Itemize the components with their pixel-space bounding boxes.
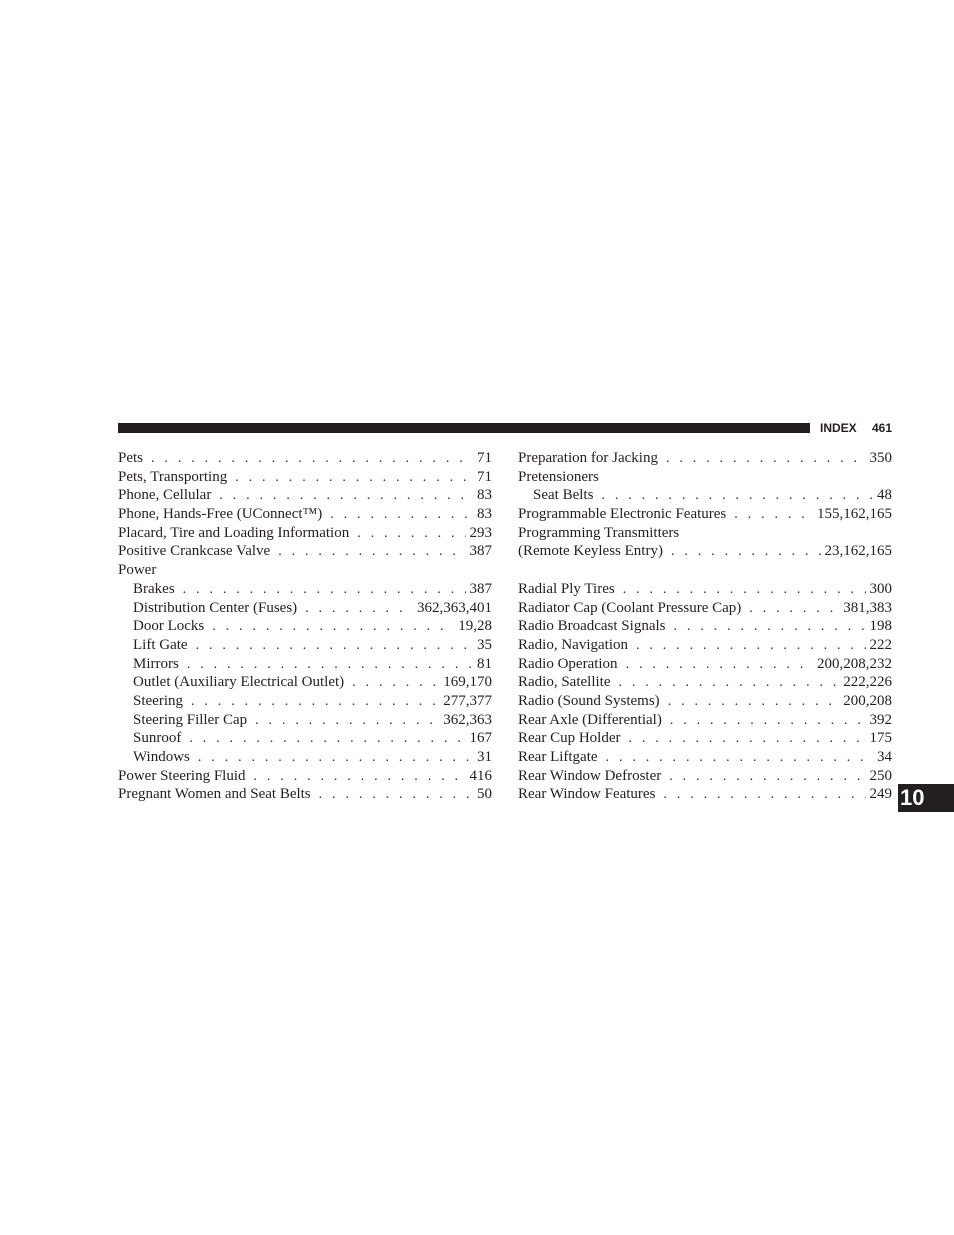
index-term: Distribution Center (Fuses) [133, 599, 298, 616]
index-entry [118, 505, 492, 524]
page-reference: 19,28 [458, 618, 492, 635]
page-reference: 175 [869, 730, 892, 747]
dot-leader [305, 600, 413, 618]
page-reference: 23,162,165 [824, 543, 892, 560]
page-reference: 222,226 [843, 674, 892, 691]
dot-leader [669, 768, 865, 786]
index-column-left [118, 449, 492, 804]
page-reference: 222 [869, 636, 892, 653]
index-column-right [518, 449, 892, 804]
index-term: Radio, Satellite [518, 674, 611, 691]
page-reference: 83 [477, 506, 492, 523]
index-entry [518, 580, 892, 599]
index-term: Steering [133, 692, 183, 709]
index-term: Programmable Electronic Features [518, 506, 727, 523]
index-spacer [518, 561, 892, 580]
index-term: (Remote Keyless Entry) [518, 543, 663, 560]
dot-leader [352, 674, 439, 692]
index-entry [518, 673, 892, 692]
dot-leader [254, 768, 466, 786]
index-term: Pets, Transporting [118, 468, 228, 485]
index-term: Radio Broadcast Signals [518, 618, 666, 635]
page-reference: 198 [869, 618, 892, 635]
index-term: Rear Cup Holder [518, 730, 621, 747]
index-term: Sunroof [133, 730, 182, 747]
index-entry [518, 617, 892, 636]
index-entry [118, 468, 492, 487]
index-term: Door Locks [133, 618, 205, 635]
index-term: Outlet (Auxiliary Electrical Outlet) [133, 674, 345, 691]
dot-leader [734, 506, 813, 524]
index-term: Windows [133, 749, 190, 765]
page-reference: 200,208,232 [817, 655, 892, 672]
dot-leader [183, 581, 466, 599]
index-entry [518, 748, 892, 767]
index-subentry [118, 748, 492, 767]
page-reference: 31 [477, 749, 492, 765]
index-term: Pretensioners [518, 468, 599, 485]
index-term: Pets [118, 450, 144, 466]
page-reference: 362,363 [443, 711, 492, 728]
dot-leader [636, 637, 866, 655]
page-reference: 167 [469, 730, 492, 747]
dot-leader [601, 487, 873, 505]
index-subentry [118, 729, 492, 748]
dot-leader [255, 712, 439, 730]
page-reference: 200,208 [843, 692, 892, 709]
index-term: Radiator Cap (Coolant Pressure Cap) [518, 599, 742, 616]
dot-leader [357, 525, 465, 543]
index-entry [518, 767, 892, 786]
dot-leader [673, 618, 865, 636]
index-entry [118, 767, 492, 786]
page-reference: 249 [869, 786, 892, 803]
page-reference: 71 [477, 450, 492, 466]
index-entry [518, 449, 892, 468]
index-term: Radio Operation [518, 655, 618, 672]
page-reference: 71 [477, 468, 492, 485]
section-title: INDEX [820, 421, 857, 435]
index-entry [518, 785, 892, 804]
dot-leader [151, 450, 473, 468]
page-reference: 362,363,401 [417, 599, 492, 616]
header-rule [118, 423, 810, 433]
page-reference: 48 [877, 487, 892, 504]
dot-leader [663, 786, 865, 804]
page-reference: 381,383 [843, 599, 892, 616]
index-entry [118, 449, 492, 468]
dot-leader [626, 656, 813, 674]
chapter-tab: 10 [898, 784, 954, 812]
index-entry [518, 692, 892, 711]
page-reference: 277,377 [443, 692, 492, 709]
dot-leader [606, 749, 873, 767]
index-term: Preparation for Jacking [518, 450, 658, 466]
index-subentry [118, 655, 492, 674]
dot-leader [278, 543, 465, 561]
page-reference: 34 [877, 749, 892, 765]
page-reference: 250 [869, 767, 892, 784]
index-term: Rear Liftgate [518, 749, 598, 765]
index-term: Lift Gate [133, 636, 188, 653]
page-reference: 83 [477, 487, 492, 504]
index-subentry [118, 580, 492, 599]
dot-leader [196, 637, 473, 655]
index-subentry [118, 692, 492, 711]
page-reference: 416 [469, 767, 492, 784]
index-subentry [118, 711, 492, 730]
page-reference: 300 [869, 580, 892, 597]
index-subentry [118, 673, 492, 692]
index-entry [118, 561, 492, 580]
dot-leader [235, 469, 473, 487]
index-term: Rear Window Features [518, 786, 656, 803]
dot-leader [330, 506, 473, 524]
index-entry [518, 599, 892, 618]
page-reference: 81 [477, 655, 492, 672]
index-term: Power Steering Fluid [118, 767, 246, 784]
page-reference: 350 [869, 450, 892, 466]
index-term: Rear Axle (Differential) [518, 711, 662, 728]
page-reference: 169,170 [443, 674, 492, 691]
dot-leader [189, 730, 465, 748]
page-number: 461 [871, 421, 892, 435]
dot-leader [628, 730, 865, 748]
page-reference: 387 [469, 580, 492, 597]
dot-leader [668, 693, 840, 711]
dot-leader [670, 712, 866, 730]
index-entry [118, 524, 492, 543]
index-subentry [118, 617, 492, 636]
index-term: Radial Ply Tires [518, 580, 615, 597]
index-term: Mirrors [133, 655, 179, 672]
dot-leader [212, 618, 454, 636]
dot-leader [191, 693, 439, 711]
index-entry [518, 524, 892, 543]
index-term: Placard, Tire and Loading Information [118, 524, 350, 541]
index-entry [118, 785, 492, 804]
index-subentry [118, 599, 492, 618]
page-reference: 392 [869, 711, 892, 728]
index-entry [518, 711, 892, 730]
index-entry [518, 729, 892, 748]
page-reference: 50 [477, 786, 492, 803]
index-term: Steering Filler Cap [133, 711, 248, 728]
dot-leader [666, 450, 866, 468]
index-term: Phone, Cellular [118, 487, 212, 504]
dot-leader [623, 581, 866, 599]
index-term: Positive Crankcase Valve [118, 543, 271, 560]
index-term: Phone, Hands-Free (UConnect™) [118, 506, 323, 523]
index-term: Seat Belts [533, 487, 594, 504]
index-entry [518, 655, 892, 674]
dot-leader [618, 674, 839, 692]
index-entry [518, 542, 892, 561]
dot-leader [749, 600, 839, 618]
page-reference: 35 [477, 636, 492, 653]
page-reference: 387 [469, 543, 492, 560]
index-entry [518, 636, 892, 655]
index-entry [518, 468, 892, 487]
index-subentry [518, 486, 892, 505]
index-term: Pregnant Women and Seat Belts [118, 786, 311, 803]
index-term: Radio (Sound Systems) [518, 692, 660, 709]
page-reference: 293 [469, 524, 492, 541]
dot-leader [219, 487, 473, 505]
index-term: Brakes [133, 580, 175, 597]
dot-leader [319, 786, 473, 804]
index-term: Radio, Navigation [518, 636, 628, 653]
index-term: Power [118, 562, 157, 579]
index-entry [118, 542, 492, 561]
index-entry [518, 505, 892, 524]
index-term: Programming Transmitters [518, 524, 680, 541]
index-term: Rear Window Defroster [518, 767, 662, 784]
dot-leader [187, 656, 473, 674]
dot-leader [198, 749, 473, 767]
dot-leader [671, 543, 821, 561]
index-entry [118, 486, 492, 505]
running-header [820, 421, 892, 435]
index-subentry [118, 636, 492, 655]
page-reference: 155,162,165 [817, 506, 892, 523]
